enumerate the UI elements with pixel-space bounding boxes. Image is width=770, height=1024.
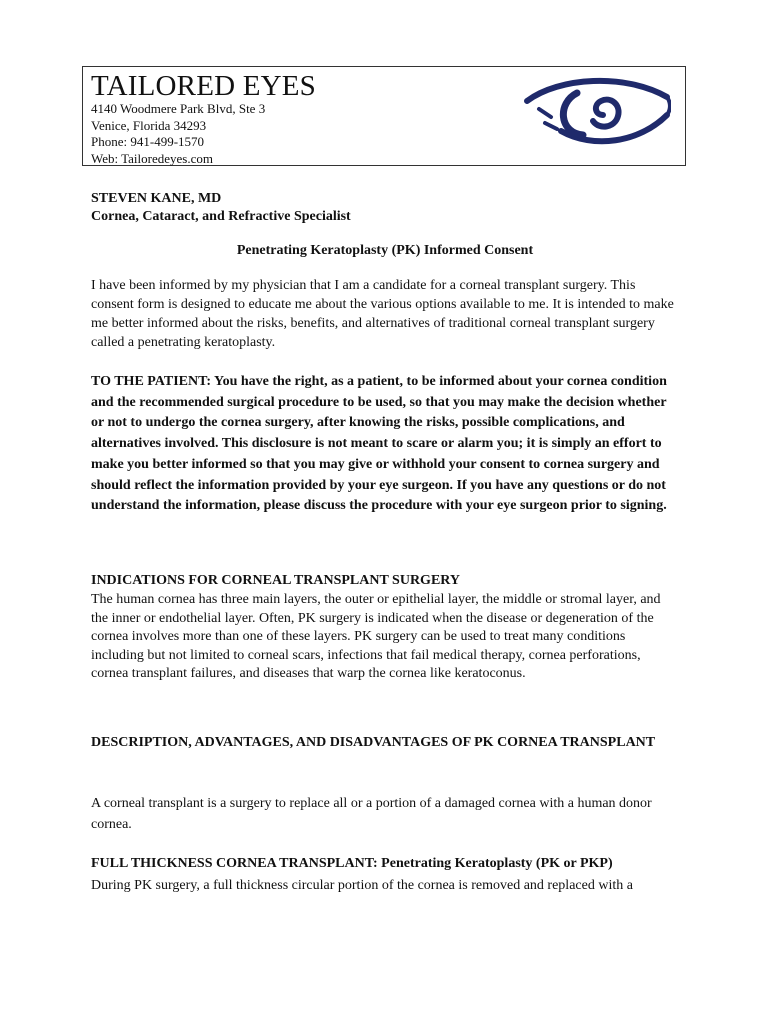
document-title: Penetrating Keratoplasty (PK) Informed Consent bbox=[236, 243, 534, 258]
description-heading: DESCRIPTION, ADVANTAGES, AND DISADVANTAGES OF PK CORNEA TRANSPLANT bbox=[91, 735, 656, 750]
address-city: Venice, Florida 34293 bbox=[91, 117, 207, 133]
eye-logo-icon bbox=[521, 75, 671, 149]
physician-block bbox=[91, 190, 351, 226]
full-thickness-paragraph: During PK surgery, a full thickness circular portion of the cornea is removed and replaced with a bbox=[91, 878, 633, 893]
physician-specialty: Cornea, Cataract, and Refractive Specialist bbox=[91, 209, 351, 224]
full-thickness-heading: FULL THICKNESS CORNEA TRANSPLANT: Penetrating Keratoplasty (PK or PKP) bbox=[91, 856, 613, 871]
patient-notice-paragraph: TO THE PATIENT: You have the right, as a patient, to be informed about your cornea condition and the recommended surgical procedure to be used, so that you may make the decision whether or not to undergo the cornea surgery, after knowing the risks, possible complications, and alternatives involved. This disclosure is not meant to scare or alarm you; it is simply an effort to make you better informed so that you may give or withhold your consent to cornea surgery and should reflect the information provided by your eye surgeon. If you have any questions or do not understand the information, please discuss the procedure with your eye surgeon prior to signing. bbox=[91, 374, 667, 514]
indications-heading: INDICATIONS FOR CORNEAL TRANSPLANT SURGERY bbox=[91, 573, 461, 588]
address-web: Web: Tailoredeyes.com bbox=[91, 150, 213, 166]
intro-paragraph: I have been informed by my physician that I am a candidate for a corneal transplant surgery. This consent form is designed to educate me about the various options available to me. It is intended to make me better informed about the risks, benefits, and alternatives of traditional corneal transplant surgery called a penetrating keratoplasty. bbox=[91, 278, 674, 350]
address-phone: Phone: 941-499-1570 bbox=[91, 134, 205, 149]
letterhead bbox=[82, 66, 686, 166]
practice-name: TAILORED EYES bbox=[91, 70, 316, 102]
description-paragraph: A corneal transplant is a surgery to replace all or a portion of a damaged cornea with a human donor cornea. bbox=[91, 796, 652, 832]
address-street: 4140 Woodmere Park Blvd, Ste 3 bbox=[91, 101, 266, 116]
physician-name: STEVEN KANE, MD bbox=[91, 191, 222, 206]
practice-address bbox=[91, 101, 265, 167]
indications-paragraph: The human cornea has three main layers, the outer or epithelial layer, the middle or stromal layer, and the inner or endothelial layer. Often, PK surgery is indicated when the disease or degeneration of the cornea involves more than one of these layers. PK surgery can be used to treat many conditions including but not limited to corneal scars, infections that fail medical therapy, cornea perforations, cornea transplant failures, and diseases that warp the cornea like keratoconus. bbox=[91, 592, 661, 681]
